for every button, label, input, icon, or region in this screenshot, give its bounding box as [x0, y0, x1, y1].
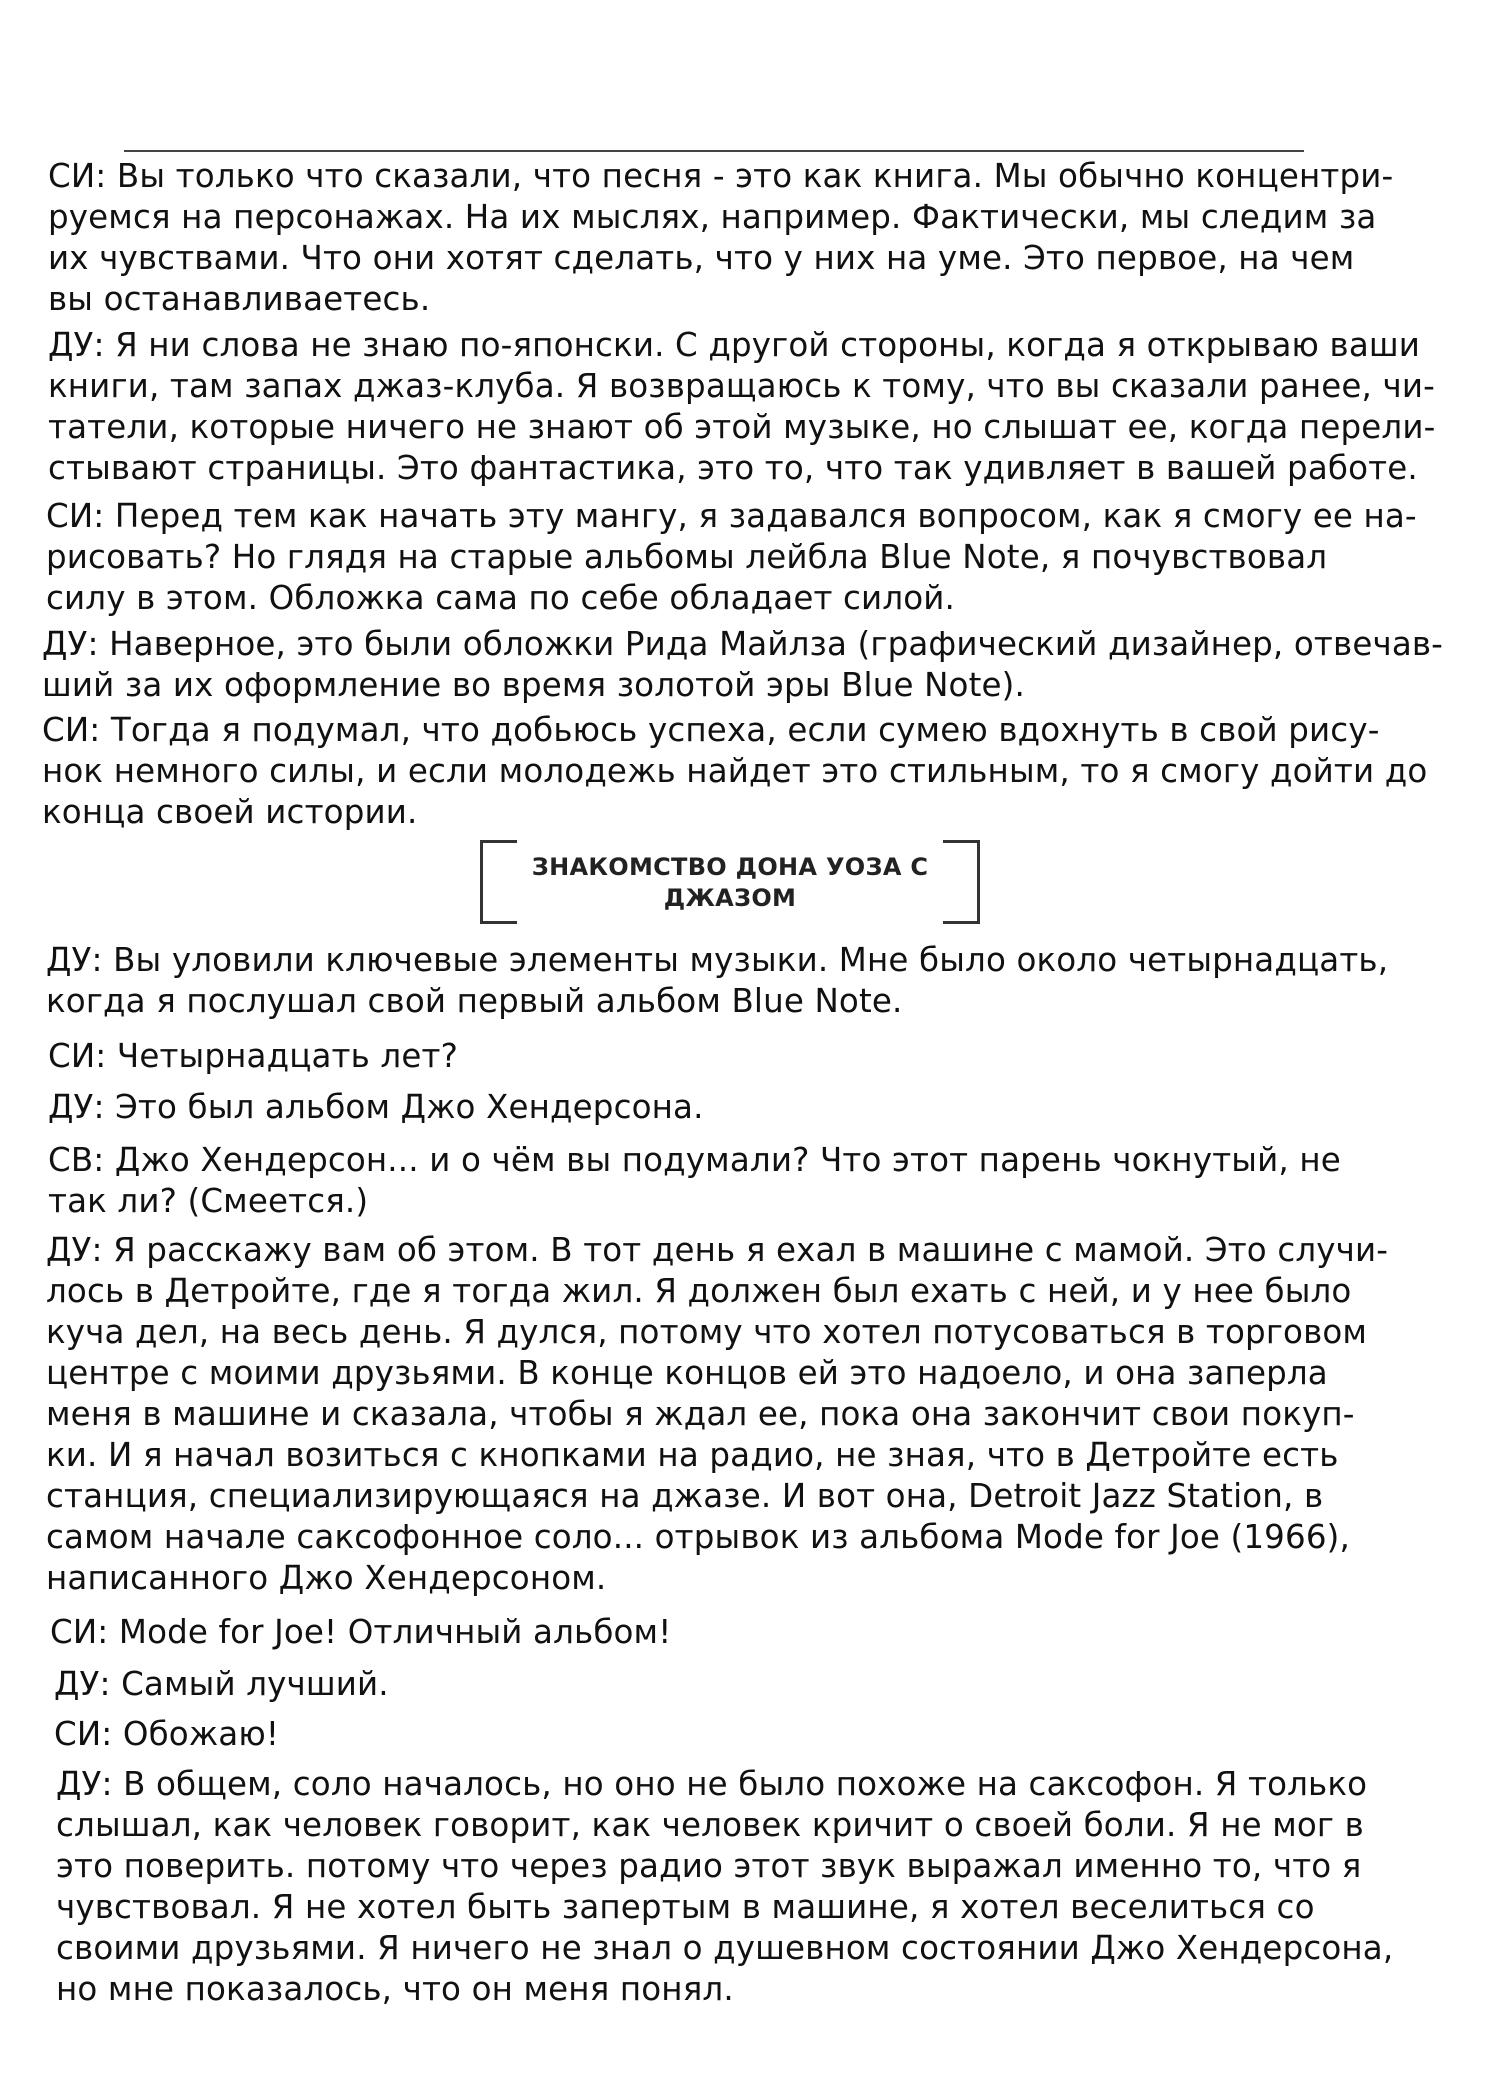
- paragraph-line: написанного Джо Хендерсоном.: [46, 1559, 607, 1597]
- paragraph-line: меня в машине и сказала, чтобы я ждал ее, пока она закончит свои покуп-: [46, 1395, 1355, 1433]
- paragraph-line: лось в Детройте, где я тогда жил. Я должен был ехать с ней, и у нее было: [46, 1272, 1352, 1310]
- section-caption-box: [480, 840, 980, 922]
- paragraph-line: слышал, как человек говорит, как человек кричит о своей боли. Я не мог в: [56, 1806, 1364, 1844]
- paragraph-line: когда я послушал свой первый альбом Blue Note.: [46, 982, 903, 1020]
- paragraph-line: ДУ: Самый лучший.: [54, 1665, 389, 1703]
- paragraph-line: СИ: Mode for Joe! Отличный альбом!: [50, 1613, 672, 1651]
- paragraph-line: татели, которые ничего не знают об этой музыке, но слышат ее, когда перели-: [48, 408, 1436, 446]
- paragraph-line: конца своей истории.: [42, 793, 418, 831]
- paragraph-line: ДУ: Я ни слова не знаю по-японски. С другой стороны, когда я открываю ваши: [48, 326, 1421, 364]
- paragraph-line: ки. И я начал возиться с кнопками на радио, не зная, что в Детройте есть: [46, 1436, 1339, 1474]
- paragraph-line: центре с моими друзьями. В конце концов ей это надоело, и она заперла: [46, 1354, 1328, 1392]
- paragraph-line: СИ: Обожаю!: [54, 1715, 280, 1753]
- paragraph-line: их чувствами. Что они хотят сделать, что у них на уме. Это первое, на чем: [48, 239, 1355, 277]
- paragraph-line: ДУ: Я расскажу вам об этом. В тот день я ехал в машине с мамой. Это случи-: [46, 1231, 1389, 1269]
- paragraph-line: нок немного силы, и если молодежь найдет это стильным, то я смогу дойти до: [42, 752, 1428, 790]
- paragraph-line: своими друзьями. Я ничего не знал о душевном состоянии Джо Хендерсона,: [56, 1929, 1394, 1967]
- paragraph-line: самом начале саксофонное соло... отрывок из альбома Mode for Joe (1966),: [46, 1518, 1350, 1556]
- paragraph-line: куча дел, на весь день. Я дулся, потому что хотел потусоваться в торговом: [46, 1313, 1368, 1351]
- paragraph-line: ДУ: Вы уловили ключевые элементы музыки. Мне было около четырнадцать,: [46, 941, 1389, 979]
- paragraph-line: ший за их оформление во время золотой эры Blue Note).: [42, 666, 1025, 704]
- paragraph-line: СИ: Четырнадцать лет?: [48, 1037, 458, 1075]
- paragraph-line: книги, там запах джаз-клуба. Я возвращаюсь к тому, что вы сказали ранее, чи-: [48, 367, 1436, 405]
- paragraph-line: ДУ: В общем, соло началось, но оно не было похоже на саксофон. Я только: [56, 1765, 1368, 1803]
- paragraph-line: СИ: Перед тем как начать эту мангу, я задавался вопросом, как я смогу ее на-: [46, 497, 1417, 535]
- paragraph-line: так ли? (Смеется.): [48, 1182, 369, 1220]
- paragraph-line: руемся на персонажах. На их мыслях, например. Фактически, мы следим за: [48, 198, 1377, 236]
- paragraph-line: стывают страницы. Это фантастика, это то, что так удивляет в вашей работе.: [48, 449, 1418, 487]
- section-caption-line: ДЖАЗОМ: [663, 884, 797, 912]
- paragraph-line: вы останавливаетесь.: [48, 280, 431, 318]
- paragraph-line: станция, специализирующаяся на джазе. И вот она, Detroit Jazz Station, в: [46, 1477, 1324, 1515]
- paragraph-line: СВ: Джо Хендерсон... и о чём вы подумали? Что этот парень чокнутый, не: [48, 1141, 1341, 1179]
- paragraph-line: но мне показалось, что он меня понял.: [56, 1970, 734, 2008]
- paragraph-line: чувствовал. Я не хотел быть запертым в машине, я хотел веселиться со: [56, 1888, 1315, 1926]
- paragraph-line: это поверить. потому что через радио этот звук выражал именно то, что я: [56, 1847, 1362, 1885]
- section-caption-line: ЗНАКОМСТВО ДОНА УОЗА С: [531, 853, 929, 881]
- paragraph-line: рисовать? Но глядя на старые альбомы лейбла Blue Note, я почувствовал: [46, 538, 1328, 576]
- paragraph-line: силу в этом. Обложка сама по себе обладает силой.: [46, 579, 956, 617]
- paragraph-line: ДУ: Это был альбом Джо Хендерсона.: [48, 1088, 704, 1126]
- paragraph-line: СИ: Тогда я подумал, что добьюсь успеха, если сумею вдохнуть в свой рису-: [42, 711, 1380, 749]
- top-divider: [124, 150, 1304, 152]
- paragraph-line: ДУ: Наверное, это были обложки Рида Майлза (графический дизайнер, отвечав-: [42, 625, 1444, 663]
- section-caption: [480, 852, 980, 914]
- paragraph-line: СИ: Вы только что сказали, что песня - это как книга. Мы обычно концентри-: [48, 157, 1394, 195]
